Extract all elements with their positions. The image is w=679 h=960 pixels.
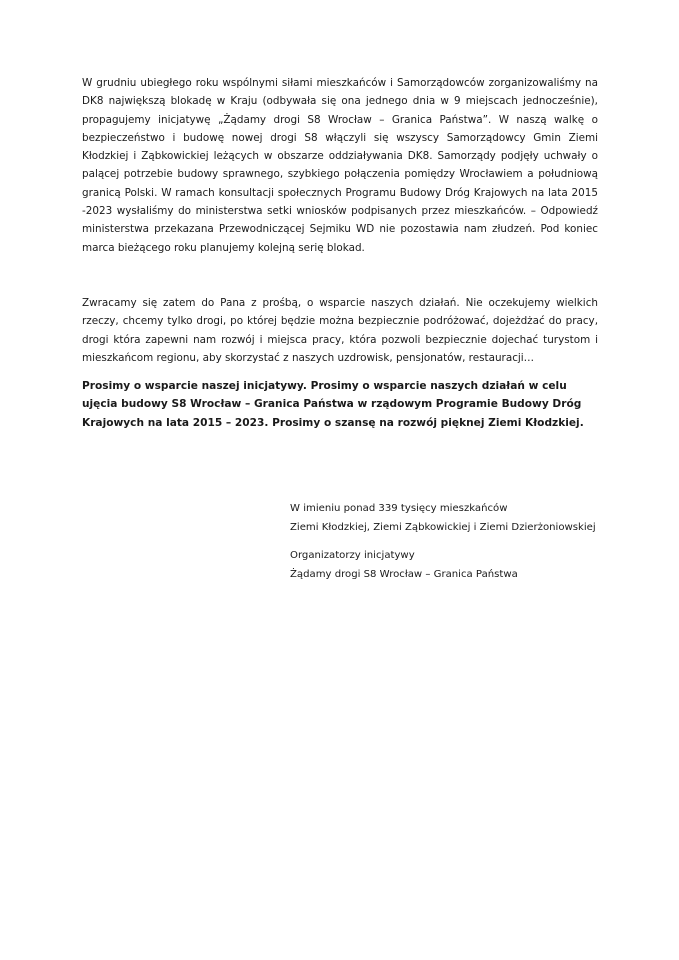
signature-organizers-line-2: Żądamy drogi S8 Wrocław – Granica Państwa <box>290 568 518 580</box>
signature-residents-line-2: Ziemi Kłodzkiej, Ziemi Ząbkowickiej i Ziemi Dzierżoniowskiej <box>290 521 596 533</box>
signature-organizers <box>290 547 518 584</box>
signature-organizers-line-1: Organizatorzy inicjatywy <box>290 550 415 561</box>
paragraph-intro: W grudniu ubiegłego roku wspólnymi siłami mieszkańców i Samorządowców zorganizowaliśmy na DK8 największą blokadę w Kraju (odbywała się ona jednego dnia w 9 miejscach jednocześnie), propagujemy inicjatywę „Żądamy drogi S8 Wrocław – Granica Państwa”. W naszą walkę o bezpieczeństwo i budowę nowej drogi S8 włączyli się wszyscy Samorządowcy Gmin Ziemi Kłodzkiej i Ząbkowickiej leżących w obszarze oddziaływania DK8. Samorządy podjęły uchwały o palącej potrzebie budowy sprawnego, szybkiego połączenia pomiędzy Wrocławiem a południową granicą Polski. W ramach konsultacji społecznych Programu Budowy Dróg Krajowych na lata 2015 -2023 wysłaliśmy do ministerstwa setki wniosków podpisanych przez mieszkańców. – Odpowiedź ministerstwa przekazana Przewodniczącej Sejmiku WD nie pozostawia nam złudzeń. Pod koniec marca bieżącego roku planujemy kolejną serię blokad. <box>82 77 598 254</box>
paragraph-appeal-bold: Prosimy o wsparcie naszej inicjatywy. Prosimy o wsparcie naszych działań w celu ujęcia budowy S8 Wrocław – Granica Państwa w rządowym Programie Budowy Dróg Krajowych na lata 2015 – 2023. Prosimy o szansę na rozwój pięknej Ziemi Kłodzkiej. <box>82 380 584 429</box>
paragraph-request: Zwracamy się zatem do Pana z prośbą, o wsparcie naszych działań. Nie oczekujemy wielkich rzeczy, chcemy tylko drogi, po której będzie można bezpiecznie podróżować, dojeżdżać do pracy, drogi która zapewni nam rozwój i miejsca pracy, która pozwoli bezpiecznie dojechać turystom i mieszkańcom regionu, aby skorzystać z naszych uzdrowisk, pensjonatów, restauracji… <box>82 297 598 364</box>
signature-residents-line-1: W imieniu ponad 339 tysięcy mieszkańców <box>290 503 508 514</box>
signature-residents <box>290 500 596 537</box>
